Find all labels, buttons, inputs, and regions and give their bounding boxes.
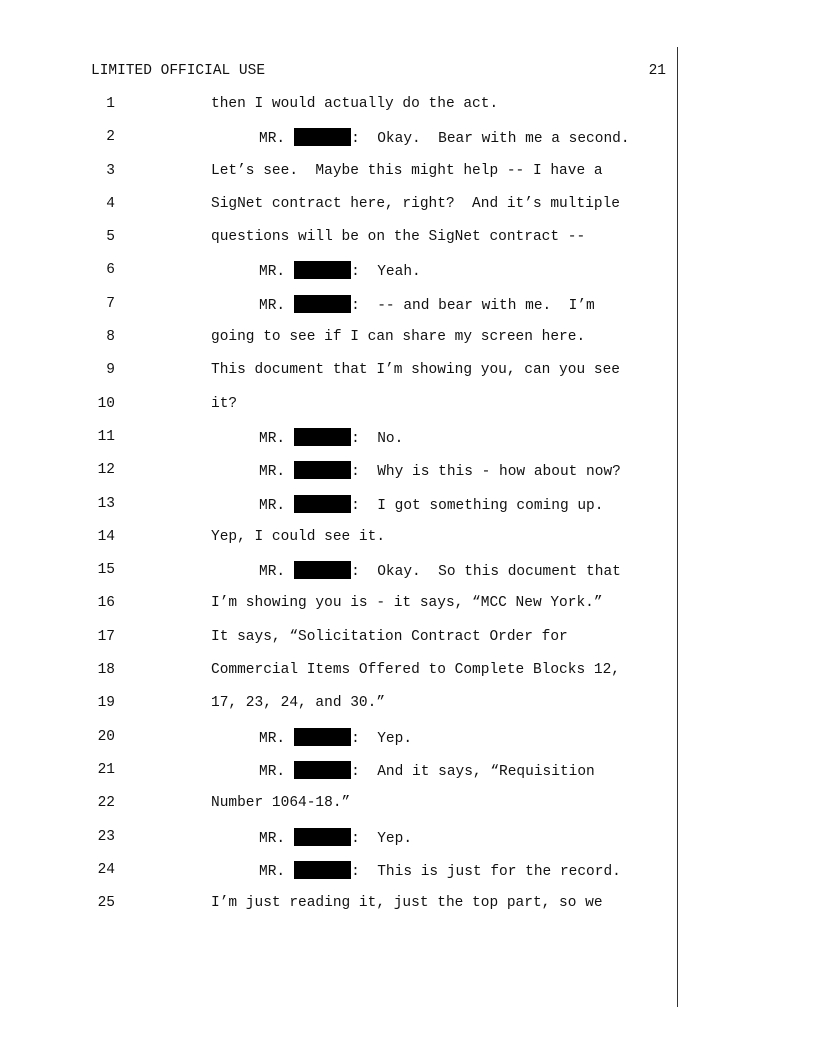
line-text: Yep, I could see it. [211, 528, 386, 545]
redaction-box [294, 461, 351, 479]
line-text: I’m just reading it, just the top part, so we [211, 895, 603, 912]
line-number: 6 [106, 262, 115, 279]
speaker-prefix: MR. [259, 464, 286, 481]
line-number: 2 [106, 129, 115, 146]
transcript-line [0, 594, 816, 627]
speaker-prefix: MR. [259, 430, 286, 447]
transcript-line [0, 794, 816, 827]
speaker-prefix: MR. [259, 830, 286, 847]
speaker-line [259, 561, 621, 581]
line-number: 24 [97, 861, 115, 878]
transcript-line [0, 195, 816, 228]
line-number: 13 [97, 495, 115, 512]
speaker-text: : This is just for the record. [351, 863, 621, 880]
transcript-line [0, 728, 816, 761]
line-number: 15 [97, 562, 115, 579]
redaction-box [294, 495, 351, 513]
line-text: it? [211, 395, 238, 412]
line-text: then I would actually do the act. [211, 96, 499, 112]
speaker-prefix: MR. [259, 131, 286, 148]
line-number: 4 [106, 195, 115, 212]
line-number: 20 [97, 728, 115, 745]
transcript-line [0, 361, 816, 394]
line-number: 8 [106, 329, 115, 346]
redaction-box [294, 561, 351, 579]
classification-header: LIMITED OFFICIAL USE [91, 63, 266, 79]
redaction-box [294, 128, 351, 146]
line-text: Commercial Items Offered to Complete Blocks 12, [211, 662, 620, 679]
transcript-line [0, 461, 816, 494]
line-text: 17, 23, 24, and 30.” [211, 695, 386, 712]
line-number: 5 [106, 229, 115, 246]
speaker-line [259, 861, 621, 881]
transcript-line [0, 495, 816, 528]
speaker-text: : No. [351, 430, 404, 447]
line-number: 1 [106, 96, 115, 112]
line-text: going to see if I can share my screen here. [211, 329, 586, 346]
transcript-line [0, 295, 816, 328]
speaker-prefix: MR. [259, 564, 286, 581]
speaker-text: : I got something coming up. [351, 497, 604, 514]
transcript-line [0, 661, 816, 694]
speaker-prefix: MR. [259, 763, 286, 780]
line-number: 3 [106, 162, 115, 179]
speaker-text: : Yep. [351, 730, 413, 747]
speaker-line [259, 461, 621, 481]
line-text: Number 1064-18.” [211, 795, 351, 812]
speaker-line [259, 428, 403, 448]
speaker-prefix: MR. [259, 863, 286, 880]
speaker-prefix: MR. [259, 264, 286, 281]
speaker-prefix: MR. [259, 730, 286, 747]
transcript-line [0, 261, 816, 294]
transcript-line [0, 561, 816, 594]
speaker-line [259, 761, 595, 781]
line-number: 22 [97, 795, 115, 812]
speaker-line [259, 728, 412, 748]
redaction-box [294, 295, 351, 313]
line-text: It says, “Solicitation Contract Order for [211, 628, 568, 645]
redaction-box [294, 861, 351, 879]
line-text: I’m showing you is - it says, “MCC New York.” [211, 595, 603, 612]
speaker-text: : And it says, “Requisition [351, 763, 595, 780]
transcript-line [0, 828, 816, 861]
redaction-box [294, 261, 351, 279]
line-number: 10 [97, 395, 115, 412]
line-number: 14 [97, 528, 115, 545]
line-number: 21 [97, 761, 115, 778]
line-number: 9 [106, 362, 115, 379]
speaker-text: : -- and bear with me. I’m [351, 297, 595, 314]
speaker-line [259, 295, 595, 315]
line-text: questions will be on the SigNet contract -- [211, 229, 586, 246]
transcript-line [0, 861, 816, 894]
transcript-line [0, 761, 816, 794]
speaker-prefix: MR. [259, 497, 286, 514]
transcript-line [0, 95, 816, 128]
redaction-box [294, 761, 351, 779]
transcript-lines [0, 95, 816, 927]
transcript-line [0, 395, 816, 428]
line-number: 7 [106, 295, 115, 312]
transcript-line [0, 328, 816, 361]
speaker-line [259, 261, 421, 281]
transcript-line [0, 694, 816, 727]
line-number: 19 [97, 695, 115, 712]
speaker-line [259, 495, 603, 515]
transcript-line [0, 128, 816, 161]
redaction-box [294, 828, 351, 846]
line-number: 12 [97, 462, 115, 479]
line-number: 23 [97, 828, 115, 845]
speaker-line [259, 128, 630, 148]
speaker-prefix: MR. [259, 297, 286, 314]
line-number: 25 [97, 895, 115, 912]
redaction-box [294, 428, 351, 446]
line-number: 11 [97, 428, 115, 445]
transcript-line [0, 528, 816, 561]
line-text: This document that I’m showing you, can you see [211, 362, 620, 379]
transcript-line [0, 428, 816, 461]
speaker-text: : Yeah. [351, 264, 421, 281]
transcript-line [0, 628, 816, 661]
page-number: 21 [648, 63, 666, 79]
redaction-box [294, 728, 351, 746]
speaker-text: : Yep. [351, 830, 413, 847]
speaker-line [259, 828, 412, 848]
line-text: SigNet contract here, right? And it’s multiple [211, 195, 620, 212]
speaker-text: : Okay. Bear with me a second. [351, 131, 630, 148]
transcript-line [0, 162, 816, 195]
speaker-text: : Why is this - how about now? [351, 464, 621, 481]
speaker-text: : Okay. So this document that [351, 564, 621, 581]
line-text: Let’s see. Maybe this might help -- I have a [211, 162, 603, 179]
transcript-line [0, 894, 816, 927]
transcript-line [0, 228, 816, 261]
line-number: 16 [97, 595, 115, 612]
line-number: 18 [97, 662, 115, 679]
line-number: 17 [97, 628, 115, 645]
